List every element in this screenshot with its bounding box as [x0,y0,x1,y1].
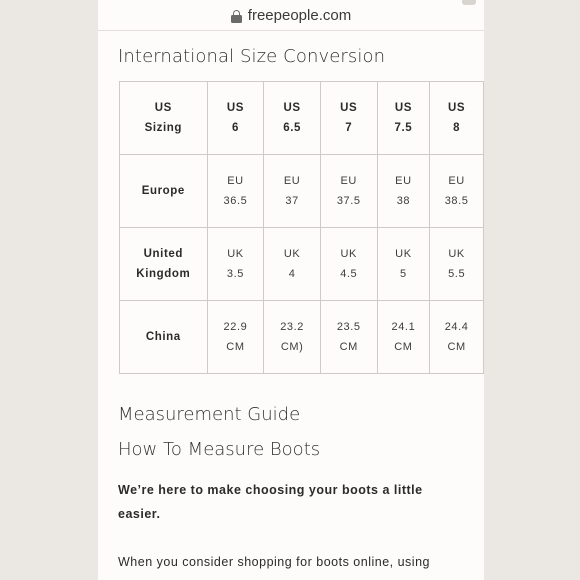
table-cell: UK 4 [264,228,321,301]
table-cell: 23.5 CM [320,301,377,374]
row-label-china: China [120,301,208,374]
table-cell: EU 36.5 [207,155,264,228]
table-cell: EU 38 [377,155,430,228]
table-header-us-sizing: US Sizing [120,82,208,155]
lock-icon [231,10,242,22]
table-cell: EU 37 [264,155,321,228]
table-header-size: US 7.5 [377,82,430,155]
table-header-size: US 8 [430,82,484,155]
url-text: freepeople.com [247,6,352,24]
table-row [120,82,484,155]
table-header-size: US 6 [207,82,264,155]
right-background [484,0,580,580]
how-to-measure-boots-title: How To Measure Boots [118,439,321,460]
table-cell: 23.2 CM) [264,301,321,374]
table-row [120,301,484,374]
table-cell: 22.9 CM [207,301,264,374]
table-header-size: US 6.5 [264,82,321,155]
table-cell: EU 37.5 [320,155,377,228]
table-cell: 24.1 CM [377,301,430,374]
size-conversion-table [119,81,484,374]
table-row [120,228,484,301]
row-label-united-kingdom: United Kingdom [120,228,208,301]
left-background [0,0,98,580]
table-cell: 24.4 CM [430,301,484,374]
table-cell: UK 5 [377,228,430,301]
web-page[interactable] [98,0,484,580]
address-bar[interactable] [98,0,484,31]
measurement-guide-title: Measurement Guide [118,404,301,425]
row-label-europe: Europe [120,155,208,228]
table-row [120,155,484,228]
size-conversion-title: International Size Conversion [118,46,386,67]
table-cell: UK 3.5 [207,228,264,301]
table-cell: UK 5.5 [430,228,484,301]
table-cell: EU 38.5 [430,155,484,228]
table-cell: UK 4.5 [320,228,377,301]
tab-indicator [462,0,476,5]
body-paragraph: When you consider shopping for boots online, using [118,555,430,569]
intro-paragraph: We’re here to make choosing your boots a little easier. [118,483,423,521]
table-header-size: US 7 [320,82,377,155]
